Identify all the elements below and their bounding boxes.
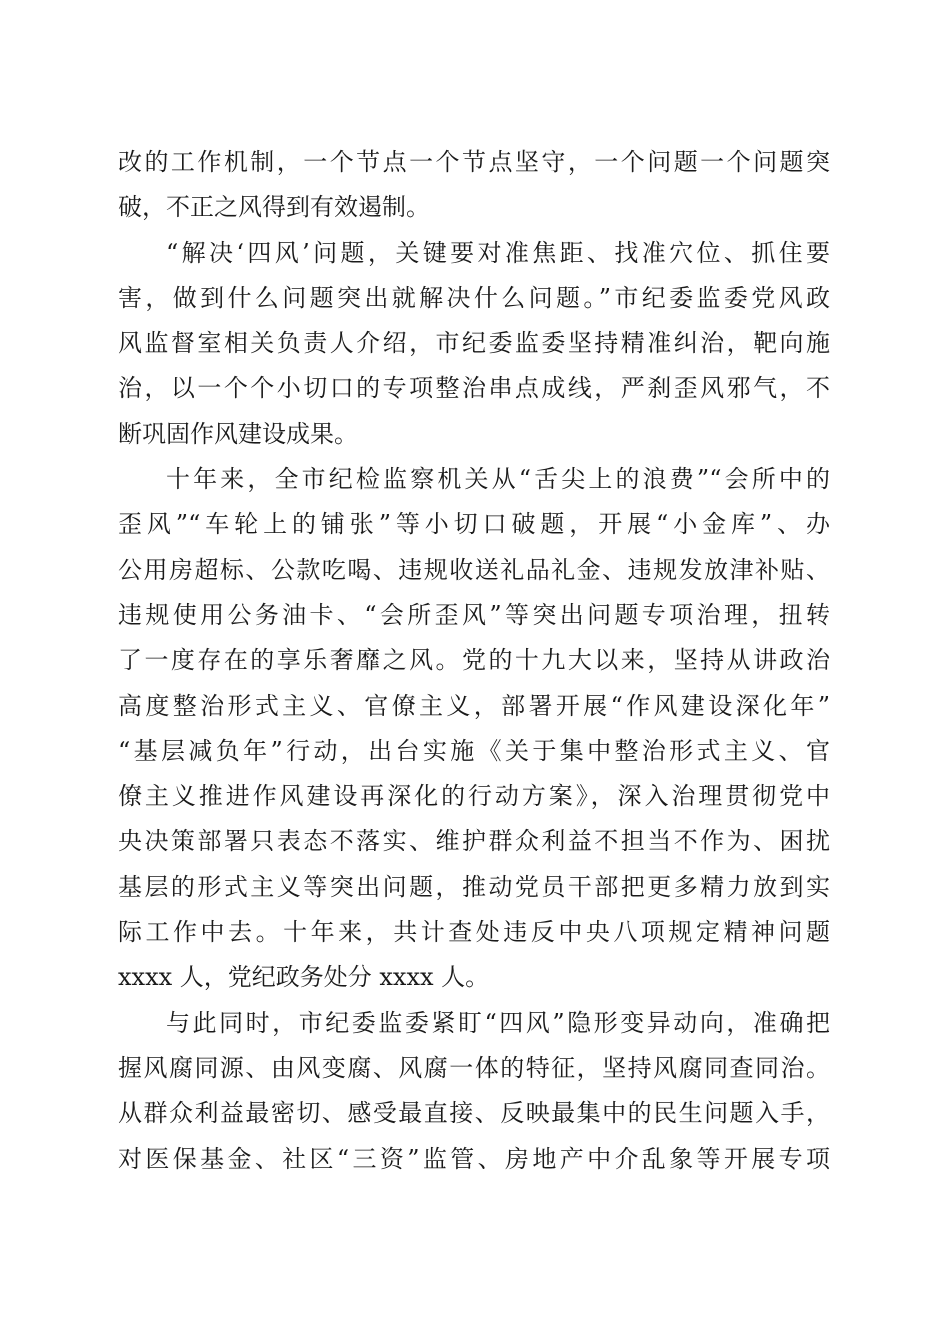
text-line: 握风腐同源、由风变腐、风腐一体的特征，坚持风腐同查同治。 [118, 1053, 830, 1082]
text-line: 了一度存在的享乐奢靡之风。党的十九大以来，坚持从讲政治 [118, 646, 830, 675]
paragraph-3 [118, 457, 830, 1001]
text-line: “基层减负年”行动，出台实施《关于集中整治形式主义、官 [118, 736, 830, 765]
text-line: 断巩固作风建设成果。 [118, 419, 358, 448]
text-line: 风监督室相关负责人介绍，市纪委监委坚持精准纠治，靶向施 [118, 329, 830, 358]
text-line: 高度整治形式主义、官僚主义，部署开展“作风建设深化年” [118, 691, 830, 720]
text-line: 对医保基金、社区“三资”监管、房地产中介乱象等开展专项 [118, 1144, 830, 1173]
text-line: 央决策部署只表态不落实、维护群众利益不担当不作为、困扰 [118, 827, 830, 856]
body-text [118, 140, 830, 1182]
text-line: 破，不正之风得到有效遏制。 [118, 193, 430, 222]
paragraph-1 [118, 140, 830, 231]
text-line: 治，以一个个小切口的专项整治串点成线，严刹歪风邪气，不 [118, 374, 830, 403]
text-line: xxxx 人，党纪政务处分 xxxx 人。 [118, 963, 490, 992]
text-line: 公用房超标、公款吃喝、违规收送礼品礼金、违规发放津补贴、 [118, 555, 830, 584]
text-line: 违规使用公务油卡、“会所歪风”等突出问题专项治理，扭转 [118, 600, 830, 629]
text-line: 十年来，全市纪检监察机关从“舌尖上的浪费”“会所中的 [166, 465, 830, 494]
text-line: 僚主义推进作风建设再深化的行动方案》，深入治理贯彻党中 [118, 782, 830, 811]
text-line: 改的工作机制，一个节点一个节点坚守，一个问题一个问题突 [118, 148, 830, 176]
text-line: 际工作中去。十年来，共计查处违反中央八项规定精神问题 [118, 918, 830, 947]
text-line: 与此同时，市纪委监委紧盯“四风”隐形变异动向，准确把 [166, 1008, 830, 1037]
text-line: “解决‘四风’问题，关键要对准焦距、找准穴位、抓住要 [166, 238, 830, 267]
text-line: 歪风”“车轮上的铺张”等小切口破题，开展“小金库”、办 [118, 510, 830, 539]
paragraph-2 [118, 231, 830, 457]
text-line: 从群众利益最密切、感受最直接、反映最集中的民生问题入手， [118, 1099, 830, 1128]
text-line: 害，做到什么问题突出就解决什么问题。”市纪委监委党风政 [118, 283, 830, 312]
text-line: 基层的形式主义等突出问题，推动党员干部把更多精力放到实 [118, 872, 830, 901]
paragraph-4 [118, 1001, 830, 1182]
